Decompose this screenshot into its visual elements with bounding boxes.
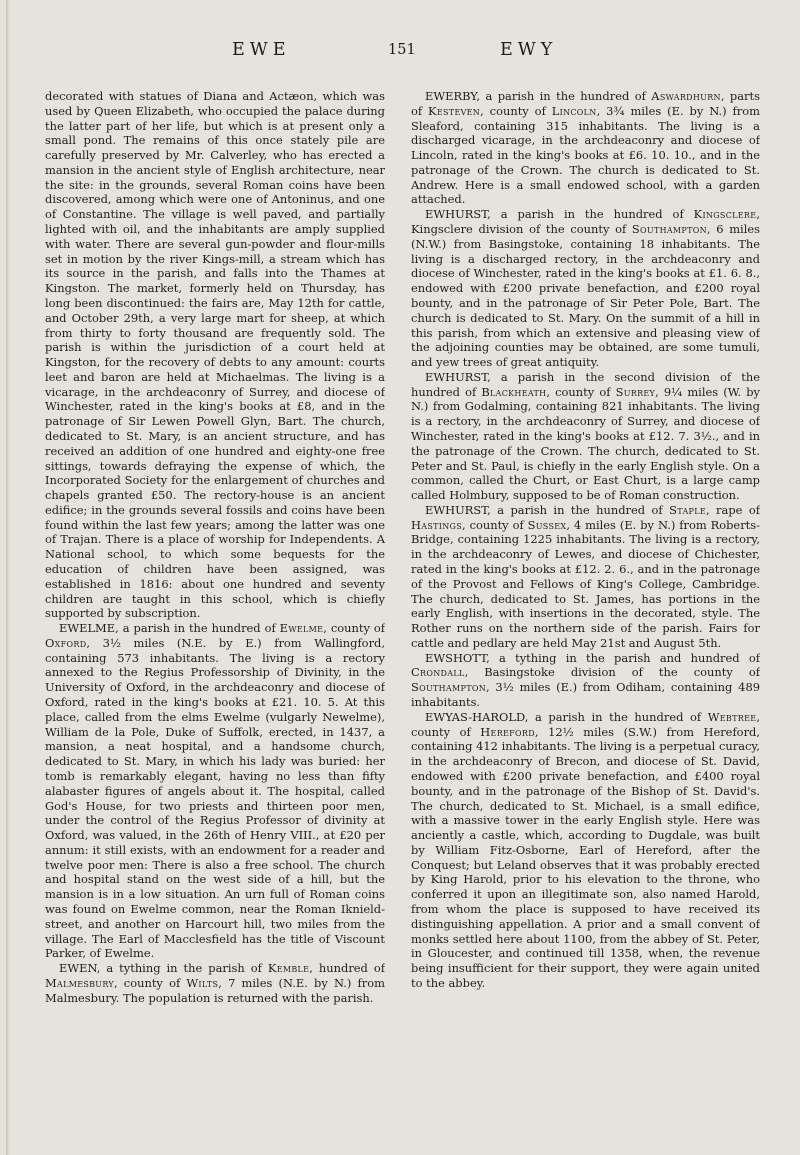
entry-text: , Kingsclere division of the county of <box>411 207 760 237</box>
entry-ewhurst-staple <box>411 503 760 651</box>
entry-text: , a parish in the hundred of <box>476 89 652 103</box>
entry-text: , parts of <box>411 89 760 118</box>
entry-place: Hastings <box>411 517 462 532</box>
entry-headword: EWELME <box>59 621 116 636</box>
entry-headword: EWHURST <box>425 369 488 384</box>
entry-headword: EWSHOTT <box>425 650 487 665</box>
entry-text: , Basingstoke division of the county of <box>464 665 760 680</box>
entry-text: , 12½ miles (S.W.) from Hereford, containing 412 inhabitants. The living is a perpetual curacy, in the archdeaconry of Brecon, and diocese of St. David, endowed with £200 private benefaction, and £400 royal bounty, and in the patronage of the Bishop of St. David's. The church, dedicated to St. Michael, is a small edifice, with a massive tower in the early English style. Here was anciently a castle, which, according to Dugdale, was built by William Fitz-Osborne, Earl of Hereford, after the Conquest; but Leland observes that it was probably erected by King Harold, prior to his elevation to the throne, who conferred it upon an illegitimate son, also named Harold, from whom the place is supposed to have received its distinguishing appellation. A prior and a small convent of monks settled here about 1100, from the abbey of St. Peter, in Gloucester, and continued till 1358, when, the revenue being insufficient for their support, they were again united to the abbey. <box>411 724 760 990</box>
entry-text: , hundred of <box>309 961 385 976</box>
entry-text: , rape of <box>705 502 760 517</box>
entry-text: , county of <box>480 103 552 118</box>
entry-place: Hereford <box>480 724 535 739</box>
entry-headword: EWERBY <box>425 89 477 103</box>
entry-text: , 3½ miles (N.E. by E.) from Wallingford, containing 573 inhabitants. The living is a rectory annexed to the Regius Professorship of Divinity, in the University of Oxford, in the archdeaconry and diocese of Oxford, rated in the king's books at £21. 10. 5. At this place, called from the elms Ewelme (vulgarly Newelme), William de la Pole, Duke of Suffolk, erected, in 1437, a mansion, a neat hospital, and a handsome church, dedicated to St. Mary, in which his lady was buried: her tomb is remarkably elegant, having no less than fifty alabaster figures of angels about it. The hospital, called God's House, for two priests and thirteen poor men, under the control of the Regius Professor of divinity at Oxford, was valued, in the 26th of Henry VIII., at £20 per annum: it still exists, with an endowment for a reader and twelve poor men: There is also a free school. The church and hospital stand on the west side of a hill, but the mansion is in a low situation. An urn full of Roman coins was found on Ewelme common, near the Roman Iknield-street, and another on Harcourt hill, two miles from the village. The Earl of Macclesfield has the title of Viscount Parker, of Ewelme. <box>45 635 385 961</box>
entry-place: Sussex <box>527 517 567 532</box>
paragraph-continued: decorated with statues of Diana and Actæon, which was used by Queen Elizabeth, who occupied the palace during the latter part of her life, but which is at present only a small pond. The remains of this once stately pile are carefully preserved by Mr. Calverley, who has erected a mansion in the ancient style of English architecture, near the site: in the grounds, several Roman coins have been discovered, among which were one of Antoninus, and one of Constantine. The village is well paved, and partially lighted with oil, and the inhabitants are amply supplied with water. There are several gun-powder and flour-mills set in motion by the river Kings-mill, a stream which has its source in the parish, and falls into the Thames at Kingston. The market, formerly held on Thursday, has long been discontinued: the fairs are, May 12th for cattle, and October 29th, a very large mart for sheep, at which from thirty to forty thousand are frequently sold. The parish is within the jurisdiction of a court held at Kingston, for the recovery of debts to any amount: courts leet and baron are held at Michaelmas. The living is a vicarage, in the archdeaconry of Surrey, and diocese of Winchester, rated in the king's books at £8, and in the patronage of Sir Lewen Powell Glyn, Bart. The church, dedicated to St. Mary, is an ancient structure, and has received an addition of one hundred and eighty-one free sittings, towards defraying the expense of which, the Incorporated Society for the enlargement of churches and chapels granted £50. The rectory-house is an ancient edifice; in the grounds several fossils and coins have been found within the last few years; among the latter was one of Trajan. There is a place of worship for Independents. A National school, to which some bequests for the education of children have been assigned, was established in 1816: about one hundred and seventy children are taught in this school, which is chiefly supported by subscription. <box>45 89 385 621</box>
entry-text: , a parish in the hundred of <box>115 621 280 636</box>
page-edge-shadow <box>6 0 10 1155</box>
entry-ewelme <box>45 621 385 961</box>
entry-place: Lincoln <box>551 103 597 118</box>
entry-place: Malmesbury <box>45 975 114 990</box>
entry-ewen <box>45 961 385 1005</box>
entry-text: , county of <box>546 384 616 399</box>
entry-place: Southampton <box>411 680 486 695</box>
entry-place: Kingsclere <box>693 207 757 222</box>
entry-place: Surrey <box>615 384 656 399</box>
entry-text: , 7 miles (N.E. by N.) from Malmesbury. The population is returned with the parish. <box>45 975 385 1005</box>
entry-text: , 6 miles (N.W.) from Basingstoke, containing 18 inhabitants. The living is a discharged rectory, in the archdeaconry and diocese of Winchester, rated in the king's books at £1. 6. 8., endowed with £200 private benefaction, and £200 royal bounty, and in the patronage of Sir Peter Pole, Bart. The church is dedicated to St. Mary. On the summit of a hill in this parish, from which an extensive and pleasing view of the adjoining counties may be obtained, are some tumuli, and yew trees of great antiquity. <box>411 222 760 370</box>
page-number: 151 <box>388 42 416 58</box>
entry-text: , a parish in the hundred of <box>487 502 670 517</box>
entry-ewhurst-kingsclere <box>411 207 760 370</box>
entry-text: , 4 miles (E. by N.) from Roberts-Bridge, containing 1225 inhabitants. The living is a rectory, in the archdeaconry of Lewes, and diocese of Chichester, rated in the king's books at £12. 2. 6., and in the patronage of the Provost and Fellows of King's College, Cambridge. The church, dedicated to St. James, has portions in the early English, with insertions in the decorated, style. The Rother runs on the northern side of the parish. Fairs for cattle and pedlary are held May 21st and August 5th. <box>411 517 760 650</box>
entry-text: , a tything in the parish of <box>96 961 268 976</box>
entry-text: , a tything in the parish and hundred of <box>486 650 760 665</box>
left-column <box>45 89 385 1129</box>
header-left-guide: EWE <box>232 40 291 60</box>
entry-text: , county of <box>462 517 528 532</box>
entry-place: Wilts <box>186 975 219 990</box>
right-column <box>411 89 760 1129</box>
entry-headword: EWHURST <box>425 207 488 222</box>
entry-place: Ewelme <box>279 621 324 636</box>
entry-headword: EWEN <box>59 961 97 976</box>
entry-ewyas-harold <box>411 710 760 991</box>
entry-place: Oxford <box>45 635 87 650</box>
entry-place: Kesteven <box>428 103 481 118</box>
entry-place: Staple <box>669 502 706 517</box>
entry-headword: EWYAS-HAROLD <box>425 709 525 724</box>
entry-text: , county of <box>323 621 385 636</box>
entry-place: Aswardhurn <box>651 89 721 103</box>
running-header <box>0 40 800 70</box>
entry-ewhurst-blackheath <box>411 370 760 503</box>
entry-ewerby <box>411 89 760 207</box>
entry-place: Kemble <box>267 961 310 976</box>
entry-place: Blackheath <box>481 384 547 399</box>
entry-place: Webtree <box>707 709 757 724</box>
entry-text: , a parish in the hundred of <box>487 207 694 222</box>
entry-text: , 3½ miles (E.) from Odiham, containing 489 inhabitants. <box>411 680 760 710</box>
header-right-guide: EWY <box>500 40 558 60</box>
entry-text: , 3¾ miles (E. by N.) from Sleaford, containing 315 inhabitants. The living is a discharged vicarage, in the archdeaconry and diocese of Lincoln, rated in the king's books at £6. 10. 10., and in the patronage of the Crown. The church is dedicated to St. Andrew. Here is a small endowed school, with a garden attached. <box>411 103 760 207</box>
entry-place: Crondall <box>411 665 465 680</box>
entry-text: , a parish in the hundred of <box>524 709 708 724</box>
entry-text: , county of <box>114 975 187 990</box>
entry-text: , county of <box>411 709 760 739</box>
entry-place: Southampton <box>631 222 707 237</box>
entry-headword: EWHURST <box>425 502 488 517</box>
entry-ewshott <box>411 651 760 710</box>
entry-text: , 9¼ miles (W. by N.) from Godalming, containing 821 inhabitants. The living is a rectory, in the archdeaconry of Surrey, and diocese of Winchester, rated in the king's books at £12. 7. 3½., and in the patronage of the Crown. The church, dedicated to St. Peter and St. Paul, is chiefly in the early English style. On a common, called the Churt, or East Churt, is a large camp called Holmbury, supposed to be of Roman construction. <box>411 384 760 503</box>
entry-text: , a parish in the second division of the hundred of <box>411 369 760 399</box>
